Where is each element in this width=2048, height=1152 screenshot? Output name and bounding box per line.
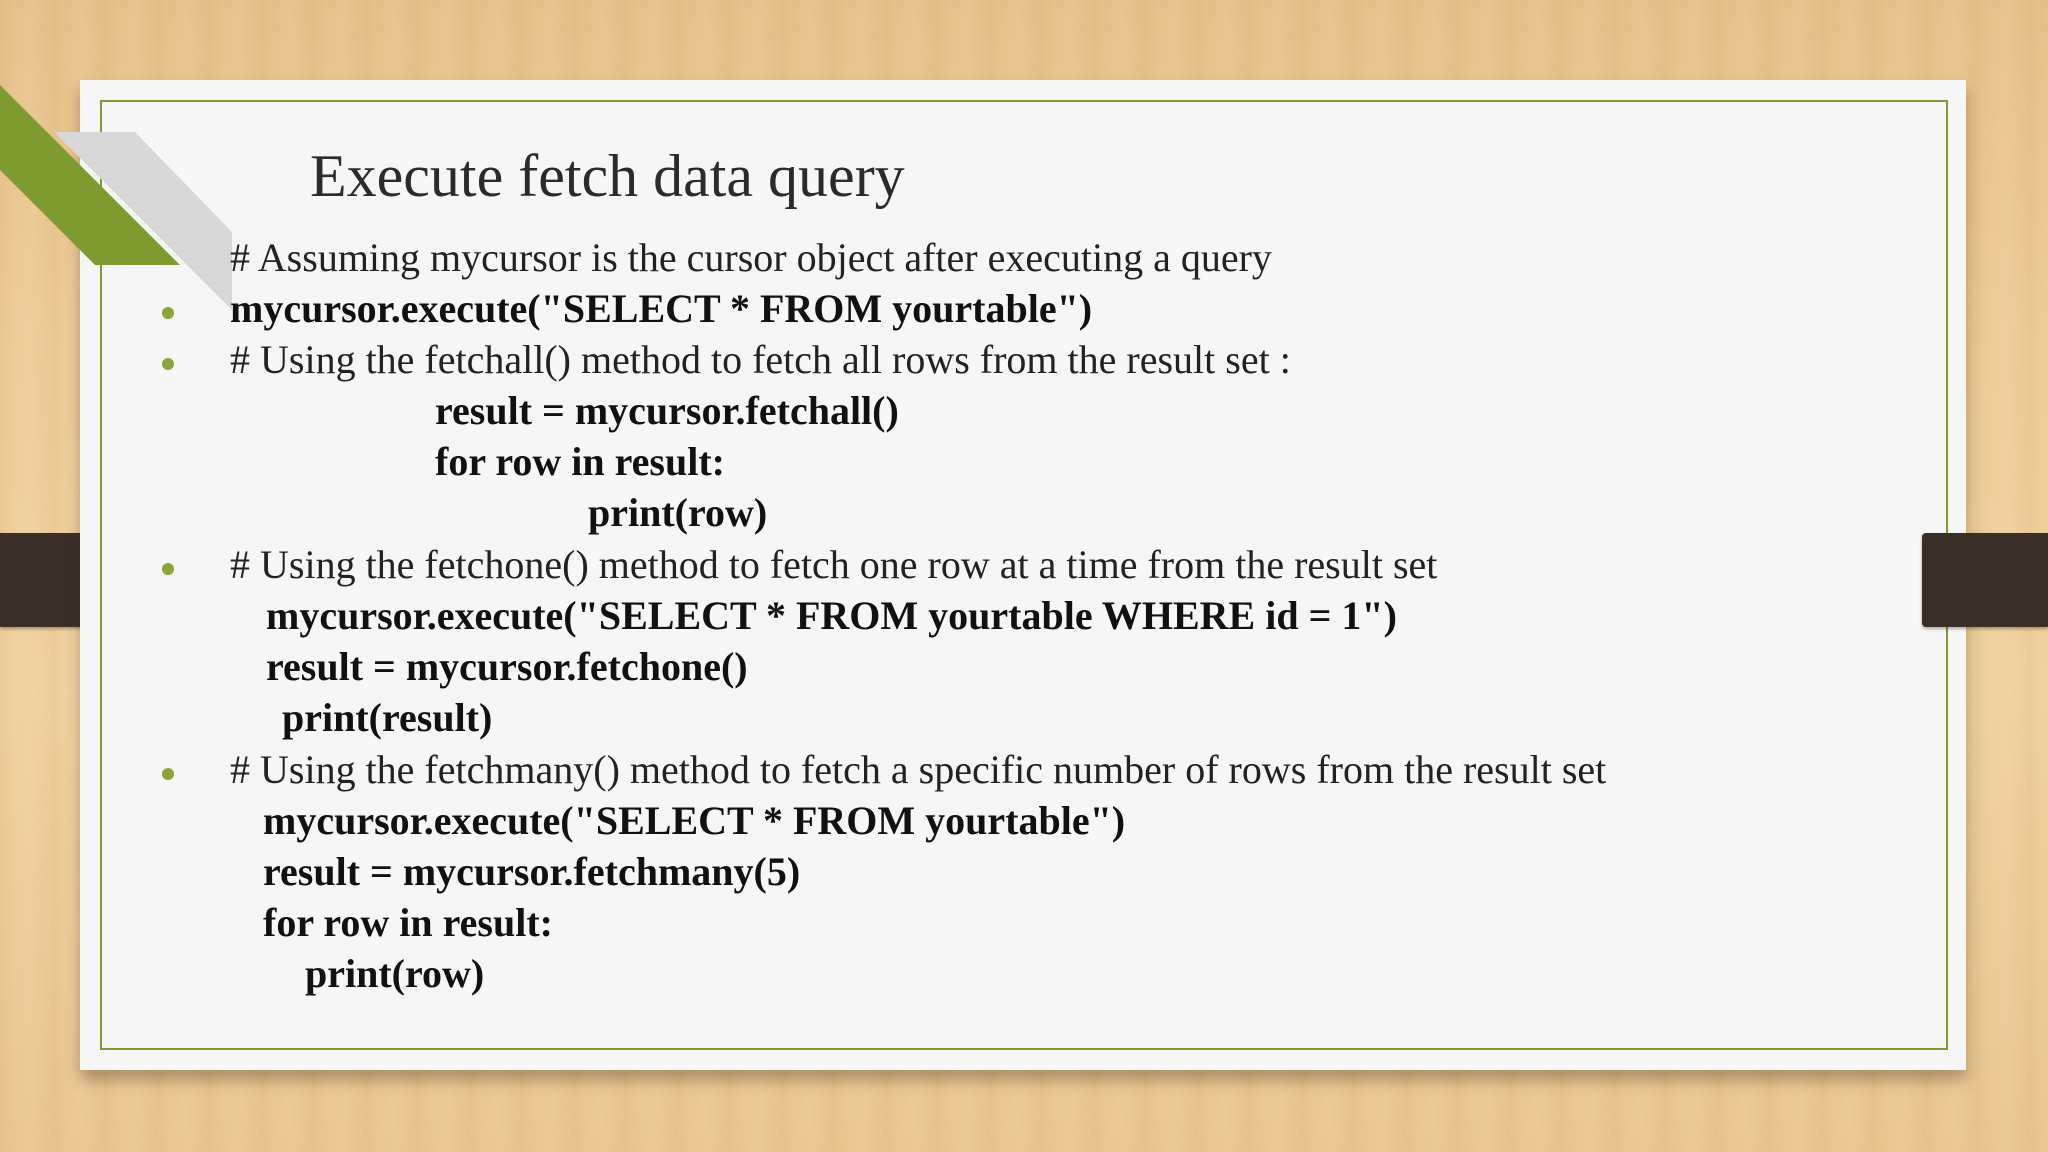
code-line: result = mycursor.fetchmany(5) — [263, 849, 801, 894]
bullet-point — [162, 307, 174, 319]
bullet-point — [162, 358, 174, 370]
code-comment-line: # Using the fetchmany() method to fetch a specific number of rows from the result set — [230, 747, 1607, 792]
right-strap-decoration — [1922, 533, 2048, 627]
code-line: result = mycursor.fetchone() — [266, 644, 748, 689]
code-line: mycursor.execute("SELECT * FROM yourtable WHERE id = 1") — [266, 593, 1397, 638]
bullet-point — [162, 563, 174, 575]
code-line: print(row) — [305, 951, 485, 996]
code-comment-line: # Assuming mycursor is the cursor object after executing a query — [230, 235, 1272, 280]
bullet-point — [162, 768, 174, 780]
code-line: result = mycursor.fetchall() — [435, 388, 899, 433]
code-line: mycursor.execute("SELECT * FROM yourtable") — [230, 286, 1093, 331]
code-comment-line: # Using the fetchall() method to fetch all rows from the result set : — [230, 337, 1291, 382]
code-line: mycursor.execute("SELECT * FROM yourtable") — [263, 798, 1126, 843]
code-line: for row in result: — [435, 439, 725, 484]
code-comment-line: # Using the fetchone() method to fetch one row at a time from the result set — [230, 542, 1438, 587]
code-line: print(result) — [282, 695, 493, 740]
code-line: print(row) — [588, 490, 768, 535]
slide-title: Execute fetch data query — [310, 143, 905, 209]
code-line: for row in result: — [263, 900, 553, 945]
corner-ribbon-decoration — [0, 0, 260, 320]
